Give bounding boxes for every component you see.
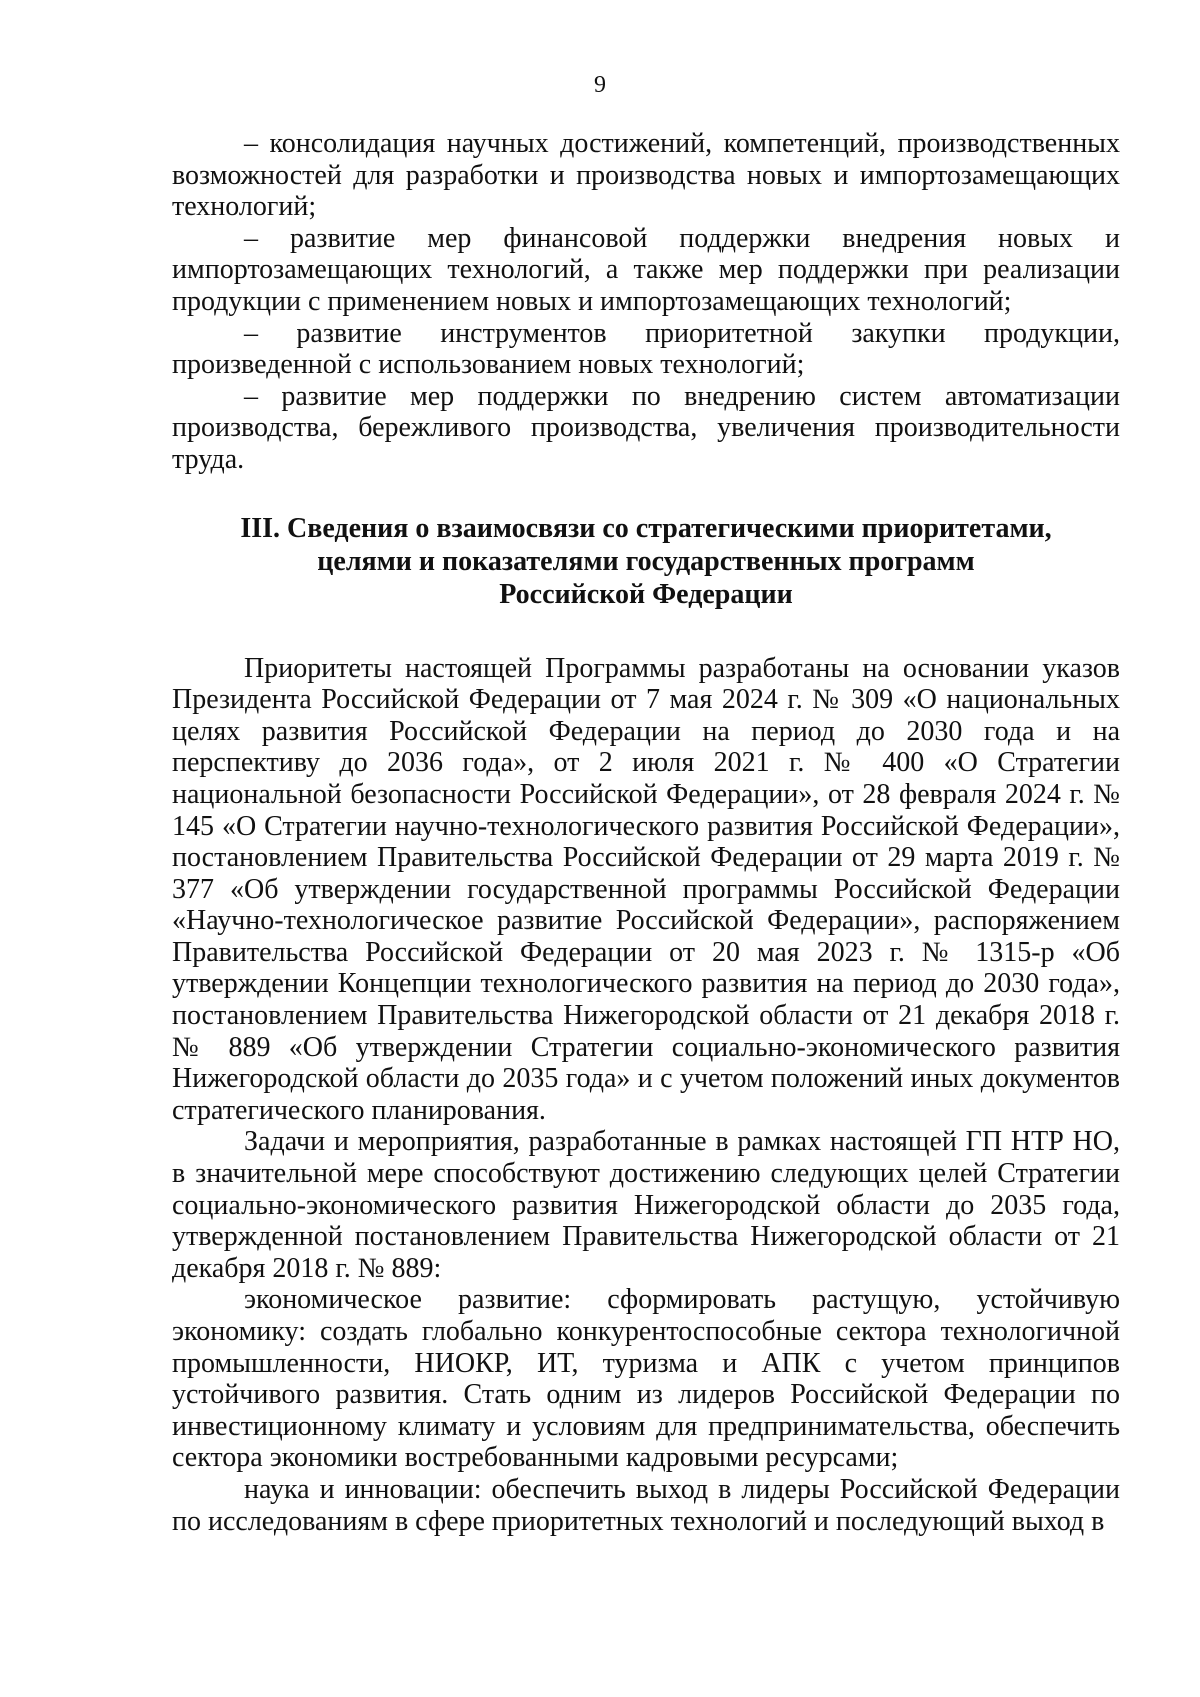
page-number: 9 [594, 72, 606, 98]
section-heading-line: целями и показателями государственных программ [317, 545, 975, 577]
section-heading-line: III. Сведения о взаимосвязи со стратегическими приоритетами, [240, 512, 1052, 544]
section-heading [172, 512, 1120, 611]
body-paragraph: Приоритеты настоящей Программы разработаны на основании указов Президента Российской Федерации от 7 мая 2024 г. № 309 «О национальных целях развития Российской Федерации на период до 2030 года и на перспективу до 2036 года», от 2 июля 2021 г. № 400 «О Стратегии национальной безопасности Российской Федерации», от 28 февраля 2024 г. № 145 «О Стратегии научно-технологического развития Российской Федерации», постановлением Правительства Российской Федерации от 29 марта 2019 г. № 377 «Об утверждении государственной программы Российской Федерации «Научно-технологическое развитие Российской Федерации», распоряжением Правительства Российской Федерации от 20 мая 2023 г. № 1315-р «Об утверждении Концепции технологического развития на период до 2030 года», постановлением Правительства Нижегородской области от 21 декабря 2018 г. № 889 «Об утверждении Стратегии социально-экономического развития Нижегородской области до 2035 года» и с учетом положений иных документов стратегического планирования. [172, 652, 1120, 1126]
bullet-item: – развитие мер поддержки по внедрению систем автоматизации производства, бережливого производства, увеличения производительности труда. [172, 380, 1120, 475]
body-paragraph: Задачи и мероприятия, разработанные в рамках настоящей ГП НТР НО, в значительной мере способствуют достижению следующих целей Стратегии социально-экономического развития Нижегородской области до 2035 года, утвержденной постановлением Правительства Нижегородской области от 21 декабря 2018 г. № 889: [172, 1126, 1120, 1284]
bullet-item: – развитие инструментов приоритетной закупки продукции, произведенной с использованием новых технологий; [172, 317, 1120, 381]
section-heading-line: Российской Федерации [499, 578, 793, 610]
body-paragraph: наука и инновации: обеспечить выход в лидеры Российской Федерации по исследованиям в сфере приоритетных технологий и последующий выход в [172, 1473, 1120, 1537]
bullet-item: – консолидация научных достижений, компетенций, производственных возможностей для разработки и производства новых и импортозамещающих технологий; [172, 128, 1120, 223]
document-body [172, 128, 1120, 1537]
body-paragraph: экономическое развитие: сформировать растущую, устойчивую экономику: создать глобально конкурентоспособные сектора технологичной промышленности, НИОКР, ИТ, туризма и АПК с учетом принципов устойчивого развития. Стать одним из лидеров Российской Федерации по инвестиционному климату и условиям для предпринимательства, обеспечить сектора экономики востребованными кадровыми ресурсами; [172, 1284, 1120, 1474]
bullet-item: – развитие мер финансовой поддержки внедрения новых и импортозамещающих технологий, а также мер поддержки при реализации продукции с применением новых и импортозамещающих технологий; [172, 222, 1120, 317]
spacer [172, 611, 1120, 653]
